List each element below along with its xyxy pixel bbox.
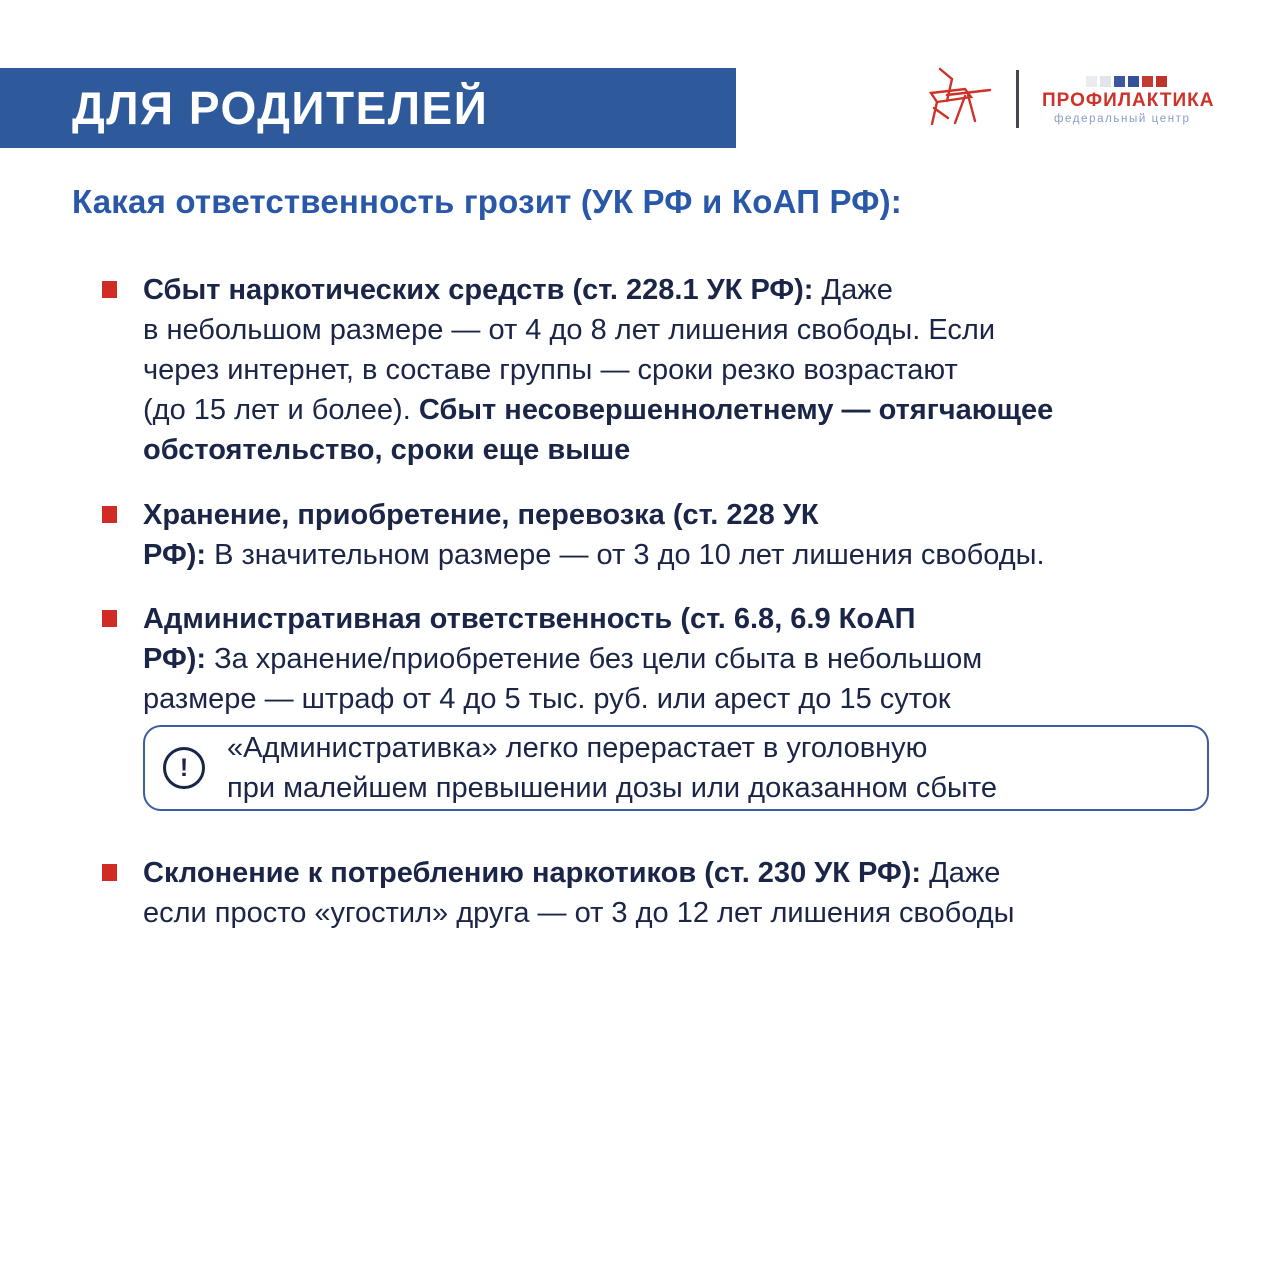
header-banner <box>0 68 736 148</box>
section-heading: Какая ответственность грозит (УК РФ и КоАП РФ): <box>72 183 903 220</box>
bullet-item-administrative <box>102 599 982 719</box>
page-title: ДЛЯ РОДИТЕЛЕЙ <box>72 82 489 134</box>
logo-divider <box>1016 70 1019 128</box>
exclamation-circle-icon: ! <box>163 747 205 789</box>
flag-square <box>1114 76 1125 87</box>
bullet-text: Сбыт наркотических средств (ст. 228.1 УК РФ): Даже в небольшом размере — от 4 до 8 лет лишения свободы. Если через интернет, в составе группы — сроки резко возрастают (до 15 лет и более). Сбыт несовершеннолетнему — отягчающее обстоятельство, сроки еще выше <box>143 274 1054 466</box>
bullet-marker <box>102 506 117 523</box>
bullet-marker <box>102 610 117 627</box>
bullet-item-inducement <box>102 853 1015 933</box>
bullet-text: Хранение, приобретение, перевозка (ст. 228 УК РФ): В значительном размере — от 3 до 10 лет лишения свободы. <box>143 499 1045 571</box>
bullet-item-sale <box>102 270 1053 470</box>
flag-square <box>1142 76 1153 87</box>
bullet-item-possession <box>102 495 1045 575</box>
flag-square <box>1100 76 1111 87</box>
bullet-marker <box>102 864 117 881</box>
chair-logo-icon <box>924 66 992 128</box>
bullet-marker <box>102 281 117 298</box>
brand-tagline: федеральный центр <box>1054 113 1191 125</box>
flag-square <box>1156 76 1167 87</box>
flag-square <box>1128 76 1139 87</box>
bullet-text: Административная ответственность (ст. 6.8, 6.9 КоАП РФ): За хранение/приобретение без цели сбыта в небольшом размере — штраф от 4 до 5 тыс. руб. или арест до 15 суток <box>143 603 983 715</box>
flag-square <box>1086 76 1097 87</box>
bullet-text: Склонение к потреблению наркотиков (ст. 230 УК РФ): Даже если просто «угостил» друга — от 3 до 12 лет лишения свободы <box>143 857 1015 929</box>
warning-callout <box>143 725 1209 811</box>
callout-line: при малейшем превышении дозы или доказанном сбыте <box>227 772 997 804</box>
brand-name: ПРОФИЛАКТИКА <box>1042 90 1215 111</box>
callout-text <box>227 727 1207 808</box>
logo-flag-squares <box>1086 76 1167 87</box>
callout-line: «Административка» легко перерастает в уголовную <box>227 732 928 764</box>
